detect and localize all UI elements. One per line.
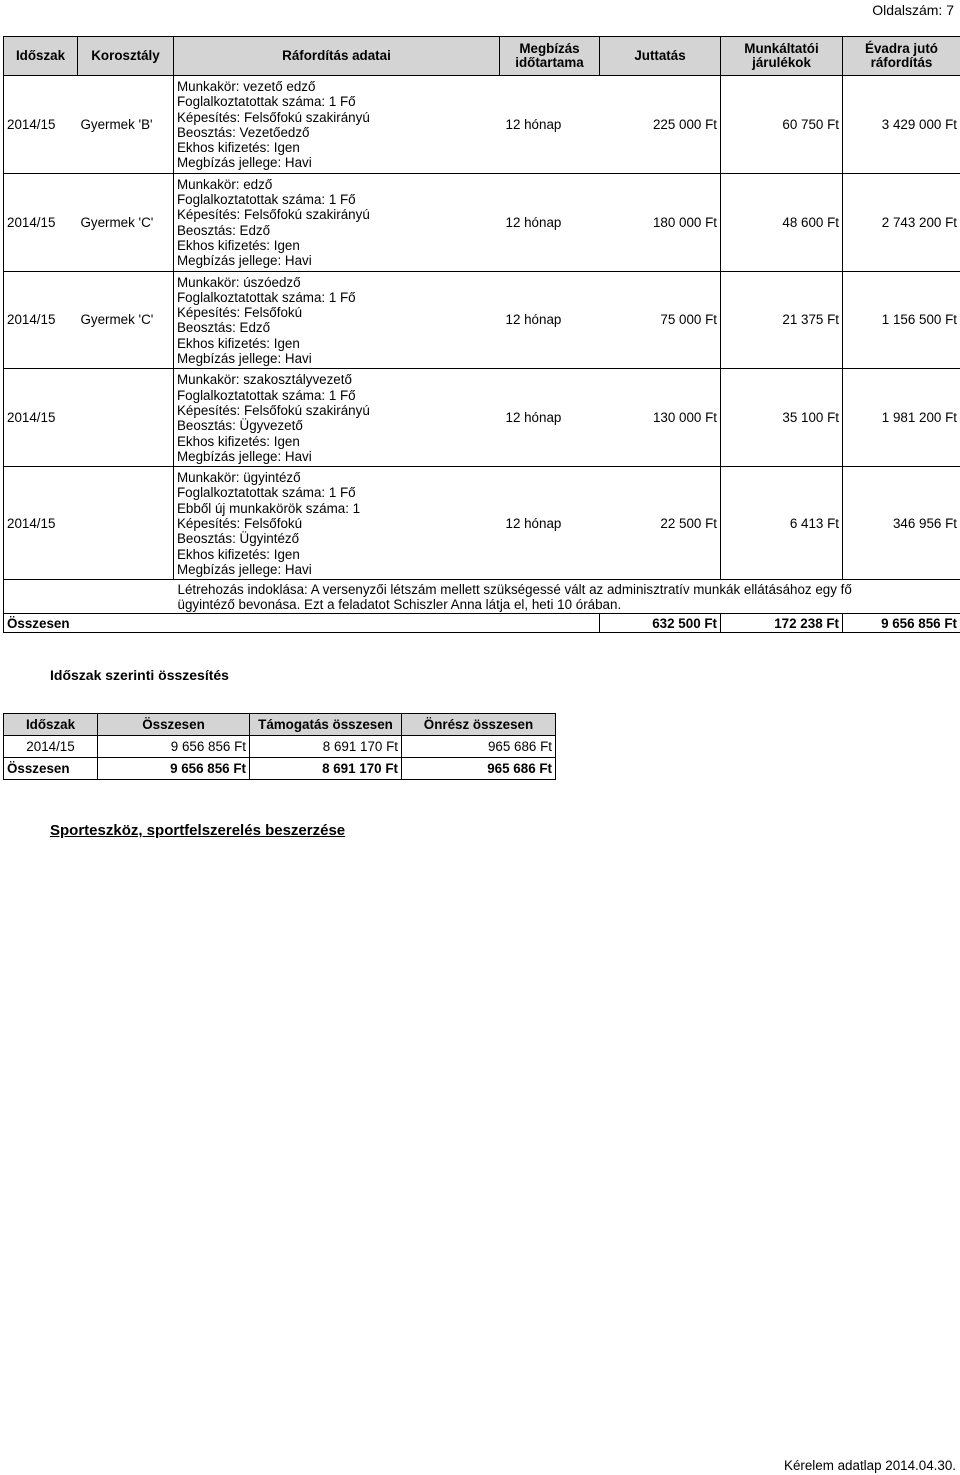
total-pay: 632 500 Ft [600,614,721,633]
detail-line: Megbízás jellege: Havi [177,351,312,367]
summary-header-row [4,714,556,736]
header-duration: Megbízás időtartama [500,37,600,76]
justification-row [4,580,960,614]
row-age-class [78,467,174,580]
detail-line: Munkakör: ügyintéző [177,470,301,486]
row-annual: 3 429 000 Ft [843,76,960,174]
row-period: 2014/15 [4,173,78,271]
row-period: 2014/15 [4,369,78,467]
row-period: 2014/15 [4,76,78,174]
detail-line: Munkakör: vezető edző [177,79,316,94]
detail-line: Megbízás jellege: Havi [177,155,312,171]
summary-title: Időszak szerinti összesítés [50,667,229,683]
detail-line: Foglalkoztatottak száma: 1 Fő [177,192,356,208]
table-row [4,76,960,174]
summary-header-own-share: Önrész összesen [402,714,556,736]
row-details [174,467,500,580]
detail-line: Foglalkoztatottak száma: 1 Fő [177,289,356,305]
detail-line: Beosztás: Edző [177,222,271,238]
table-row [4,271,960,369]
row-contrib: 60 750 Ft [721,76,843,174]
row-pay: 75 000 Ft [600,271,721,369]
row-pay: 225 000 Ft [600,76,721,174]
cost-table [3,36,960,633]
detail-line: Beosztás: Vezetőedző [177,124,310,140]
row-duration: 12 hónap [500,369,600,467]
detail-line: Ebből új munkakörök száma: 1 [177,500,361,516]
detail-line: Megbízás jellege: Havi [177,253,312,269]
row-pay: 180 000 Ft [600,173,721,271]
justification-line: Létrehozás indoklása: A versenyzői létszám mellett szükségessé vált az adminisztratív munkák ellátásához egy fő [177,582,852,598]
detail-line: Munkakör: úszóedző [177,274,301,290]
detail-line: Foglalkoztatottak száma: 1 Fő [177,485,356,501]
header-cost-details: Ráfordítás adatai [174,37,500,76]
detail-line: Ekhos kifizetés: Igen [177,140,300,156]
detail-line: Képesítés: Felsőfokú [177,516,303,532]
table-row [4,173,960,271]
total-contrib: 172 238 Ft [721,614,843,633]
row-age-class: Gyermek 'C' [78,271,174,369]
table-row [4,467,960,580]
summary-total: 9 656 856 Ft [98,736,250,758]
header-employer-contrib: Munkáltatói járulékok [721,37,843,76]
detail-line: Ekhos kifizetés: Igen [177,335,300,351]
summary-support: 8 691 170 Ft [250,736,402,758]
header-age-class: Korosztály [78,37,174,76]
detail-line: Beosztás: Ügyintéző [177,531,300,547]
total-label: Összesen [4,614,500,633]
detail-line: Ekhos kifizetés: Igen [177,546,300,562]
row-age-class [78,369,174,467]
summary-header-total: Összesen [98,714,250,736]
detail-line: Foglalkoztatottak száma: 1 Fő [177,94,356,110]
row-age-class: Gyermek 'C' [78,173,174,271]
detail-line: Beosztás: Ügyvezető [177,418,303,434]
row-contrib: 6 413 Ft [721,467,843,580]
row-period: 2014/15 [4,271,78,369]
page-number: Oldalszám: 7 [872,2,954,18]
detail-line: Ekhos kifizetés: Igen [177,433,300,449]
total-row [4,614,960,633]
summary-total-label: Összesen [4,758,98,780]
row-duration: 12 hónap [500,76,600,174]
justification-line: ügyintéző bevonása. Ezt a feladatot Schiszler Anna látja el, heti 10 órában. [177,597,622,613]
section-title: Sporteszköz, sportfelszerelés beszerzése [50,822,346,839]
summary-total-row [4,758,556,780]
row-contrib: 21 375 Ft [721,271,843,369]
detail-line: Ekhos kifizetés: Igen [177,237,300,253]
detail-line: Képesítés: Felsőfokú [177,305,303,321]
header-annual-cost: Évadra jutó ráfordítás [843,37,960,76]
table-row [4,369,960,467]
summary-table [3,713,556,780]
row-contrib: 35 100 Ft [721,369,843,467]
row-details [174,76,500,174]
row-duration: 12 hónap [500,467,600,580]
justification-spacer [4,580,174,614]
detail-line: Képesítés: Felsőfokú szakirányú [177,402,370,418]
row-annual: 1 981 200 Ft [843,369,960,467]
row-pay: 22 500 Ft [600,467,721,580]
detail-line: Munkakör: edző [177,176,273,192]
detail-line: Képesítés: Felsőfokú szakirányú [177,109,370,125]
summary-own-share: 965 686 Ft [402,736,556,758]
footer-label: Kérelem adatlap 2014.04.30. [784,1458,956,1473]
summary-period: 2014/15 [4,736,98,758]
total-annual: 9 656 856 Ft [843,614,960,633]
row-details [174,271,500,369]
summary-total-own-share: 965 686 Ft [402,758,556,780]
detail-line: Megbízás jellege: Havi [177,561,312,577]
table-header-row [4,37,960,76]
detail-line: Munkakör: szakosztályvezető [177,372,352,388]
row-period: 2014/15 [4,467,78,580]
row-pay: 130 000 Ft [600,369,721,467]
header-pay: Juttatás [600,37,721,76]
row-annual: 2 743 200 Ft [843,173,960,271]
row-duration: 12 hónap [500,271,600,369]
row-annual: 1 156 500 Ft [843,271,960,369]
summary-row [4,736,556,758]
row-details [174,173,500,271]
row-duration: 12 hónap [500,173,600,271]
justification-text [174,580,960,614]
detail-line: Foglalkoztatottak száma: 1 Fő [177,387,356,403]
header-period: Időszak [4,37,78,76]
detail-line: Képesítés: Felsőfokú szakirányú [177,207,370,223]
row-annual: 346 956 Ft [843,467,960,580]
total-spacer [500,614,600,633]
summary-header-support: Támogatás összesen [250,714,402,736]
summary-header-period: Időszak [4,714,98,736]
detail-line: Beosztás: Edző [177,320,271,336]
row-age-class: Gyermek 'B' [78,76,174,174]
row-contrib: 48 600 Ft [721,173,843,271]
row-details [174,369,500,467]
detail-line: Megbízás jellege: Havi [177,448,312,464]
summary-total-sum: 9 656 856 Ft [98,758,250,780]
summary-total-support: 8 691 170 Ft [250,758,402,780]
